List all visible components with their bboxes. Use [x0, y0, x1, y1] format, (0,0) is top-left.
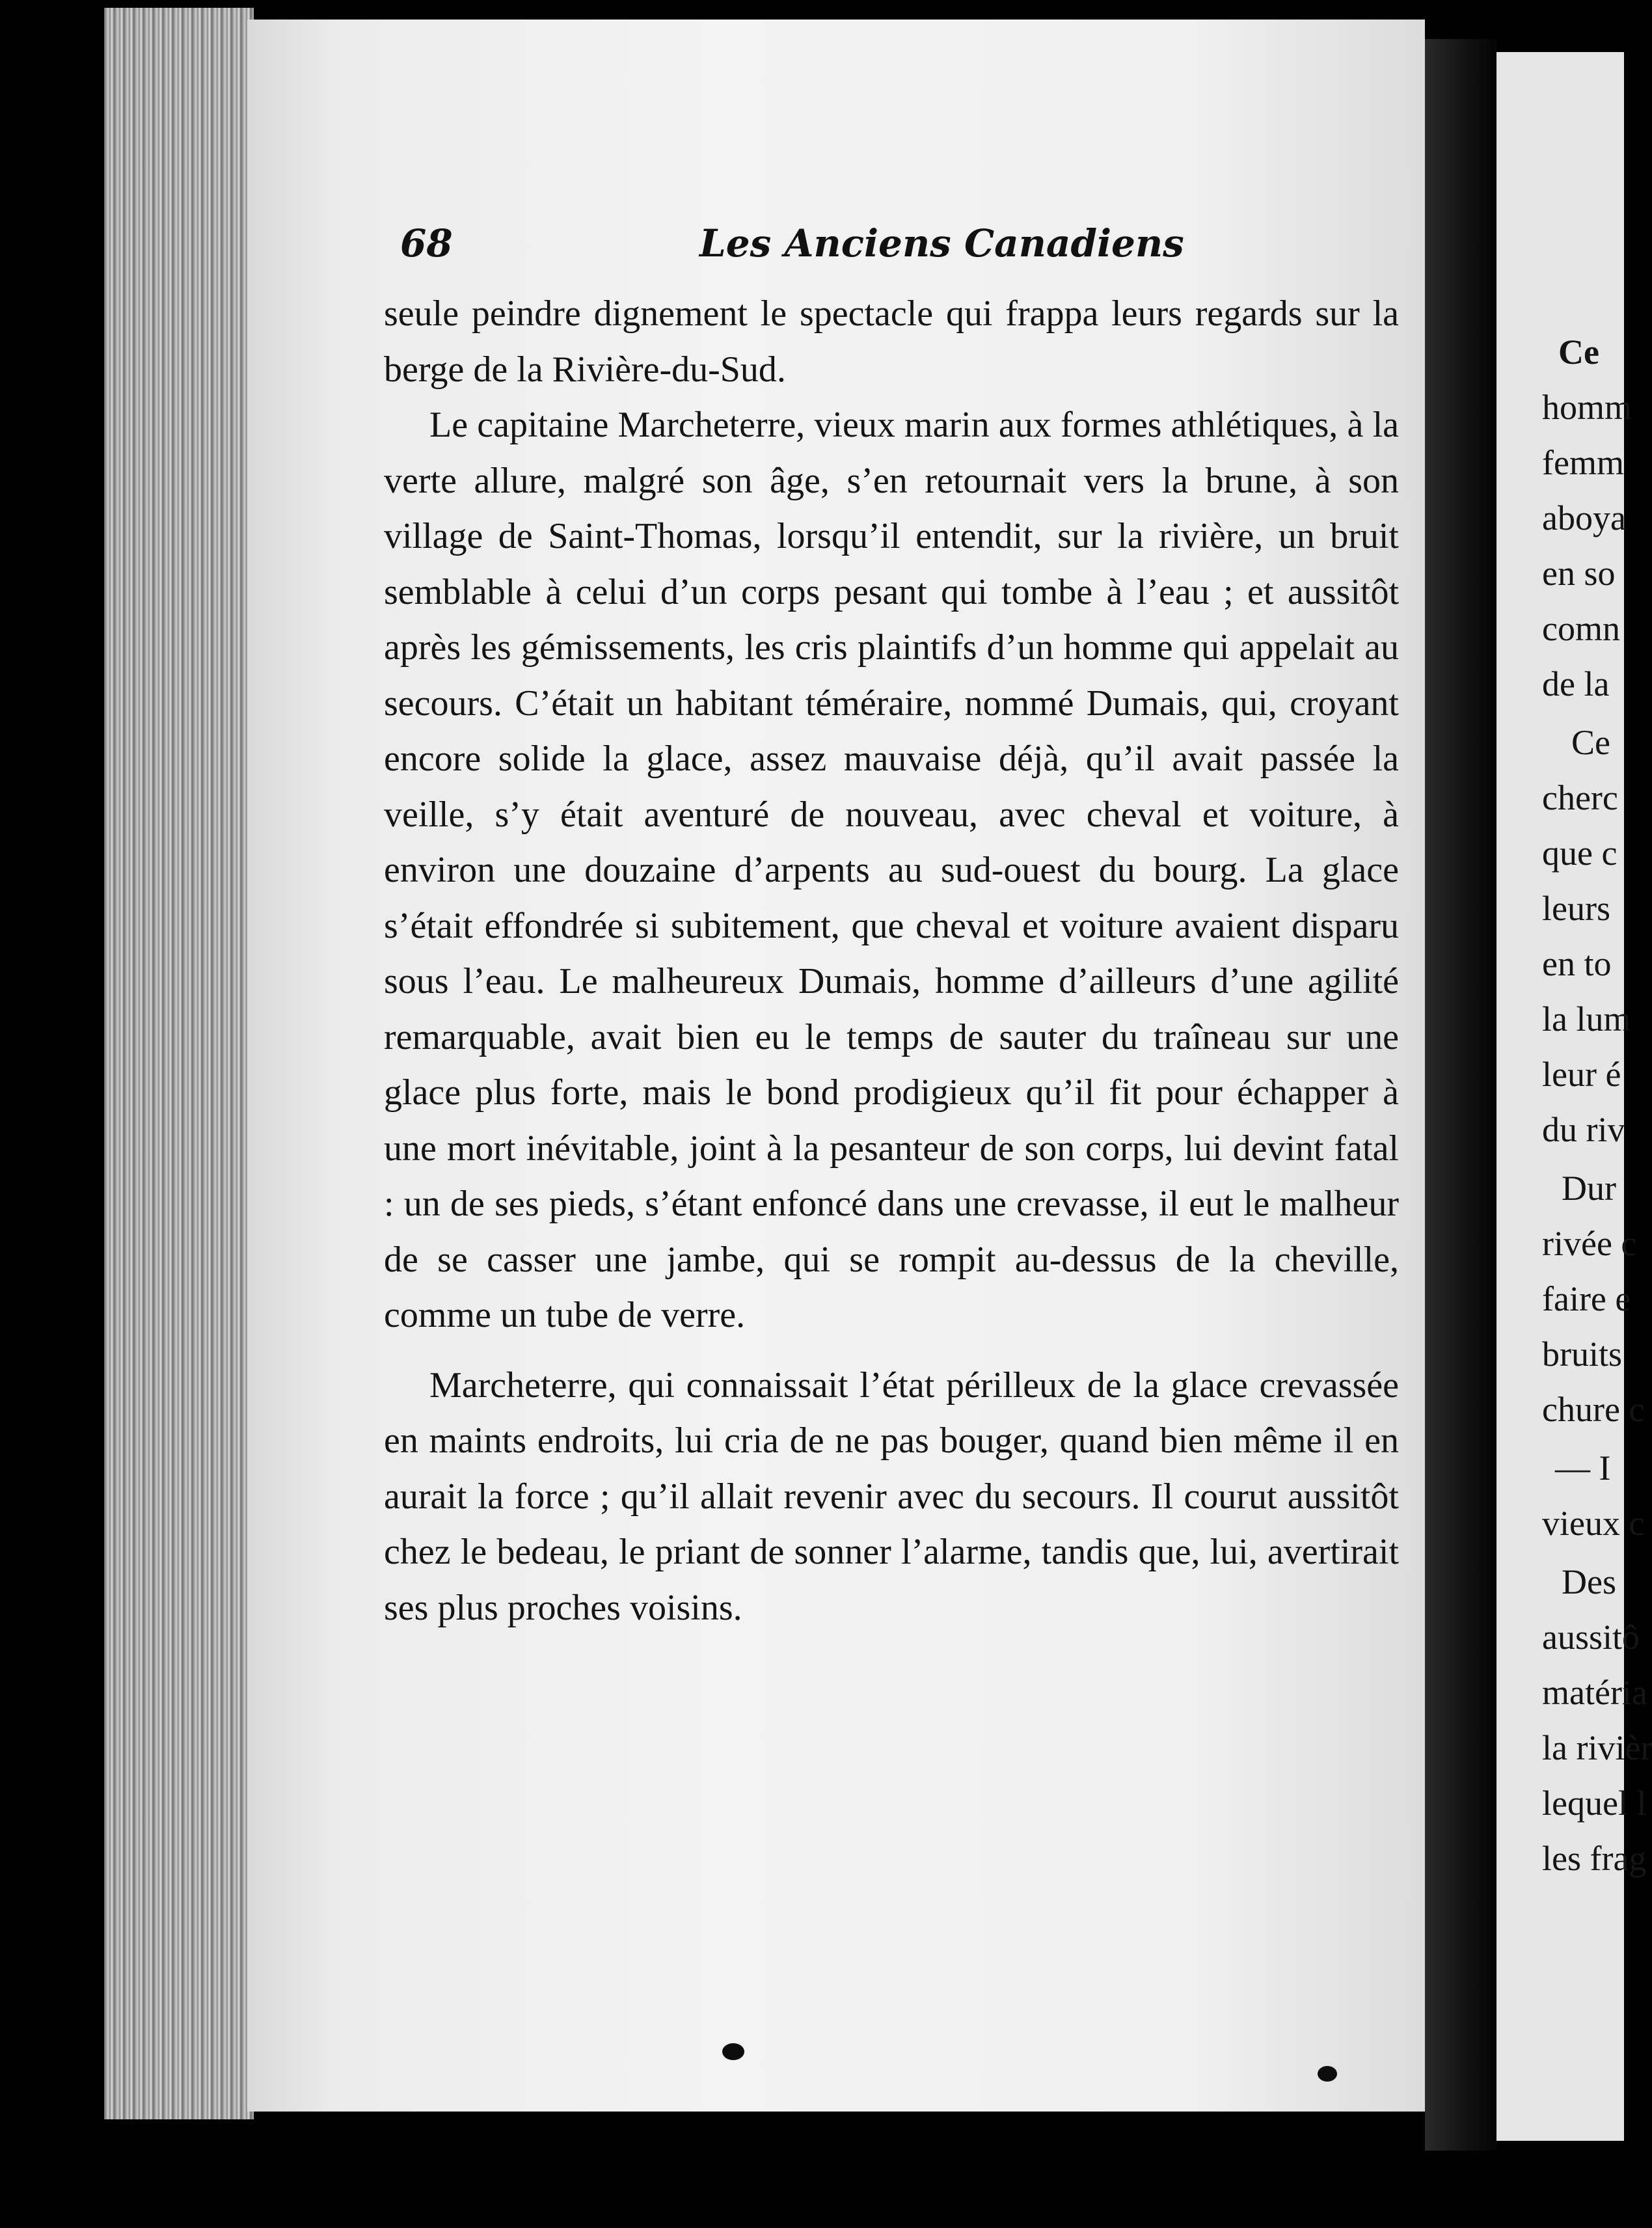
right-page-line: lequel l — [1542, 1784, 1647, 1823]
right-page-line: faire e — [1542, 1279, 1631, 1318]
right-page-line: cherc — [1542, 778, 1618, 817]
right-page-line: matéria — [1542, 1673, 1647, 1712]
right-page-line: en so — [1542, 554, 1616, 593]
right-page-line: en to — [1542, 944, 1612, 983]
right-page-line: aboya — [1542, 498, 1626, 537]
right-page-line: de la — [1542, 664, 1610, 703]
running-head — [400, 221, 1389, 273]
right-page-line: Dur — [1562, 1169, 1616, 1208]
right-page-line: du riv — [1542, 1110, 1625, 1149]
right-page-line: bruits — [1542, 1335, 1623, 1374]
right-page-line: chure c — [1542, 1390, 1645, 1429]
right-page-line: vieux c — [1542, 1504, 1645, 1543]
paragraph: Marcheterre, qui connaissait l’état périlleux de la glace crevassée en maints endroits, lui cria de ne pas bouger, quand bien même il en aurait la force ; qu’il allait revenir avec du secours. Il courut aussitôt chez le bedeau, le priant de sonner l’alarme, tandis que, lui, avertirait ses plus proches voisins. — [384, 1365, 1399, 1628]
print-speck — [1318, 2066, 1337, 2082]
right-page-line: les frag — [1542, 1839, 1647, 1878]
right-page-line: leur é — [1542, 1055, 1621, 1094]
right-page-line: Des — [1562, 1562, 1616, 1601]
right-page-line: leurs — [1542, 889, 1610, 928]
right-page-line: Ce — [1571, 723, 1610, 762]
paragraph: seule peindre dignement le spectacle qui frappa leurs regards sur la berge de la Rivière-du-Sud. — [384, 293, 1399, 390]
print-speck — [722, 2043, 744, 2060]
right-page-line: la lum — [1542, 999, 1631, 1039]
body-text — [384, 286, 1399, 1636]
running-title: Les Anciens Canadiens — [699, 221, 1184, 265]
right-page — [1496, 52, 1652, 2141]
right-page-line: rivée c — [1542, 1224, 1637, 1263]
right-page-line: — I — [1555, 1448, 1611, 1488]
right-page-line: que c — [1542, 834, 1618, 873]
right-page-line: homm — [1542, 388, 1632, 427]
page-edges — [104, 8, 254, 2119]
right-page-line: femm — [1542, 443, 1624, 482]
right-page-line: aussitô — [1542, 1618, 1640, 1657]
right-page-line: comn — [1542, 609, 1620, 648]
paragraph: Le capitaine Marcheterre, vieux marin aux formes athlétiques, à la verte allure, malgré son âge, s’en retournait vers la brune, à son village de Saint-Thomas, lorsqu’il entendit, sur la rivière, un bruit semblable à celui d’un corps pesant qui tombe à l’eau ; et aussitôt après les gémissements, les cris plaintifs d’un homme qui appelait au secours. C’était un habitant téméraire, nommé Dumais, qui, croyant encore solide la glace, assez mauvaise déjà, qu’il avait passée la veille, s’y était aventuré de nouveau, avec cheval et voiture, à environ une douzaine d’arpents au sud-ouest du bourg. La glace s’était effondrée si subitement, que cheval et voiture avaient disparu sous l’eau. Le malheureux Dumais, homme d’ailleurs d’une agilité remarquable, avait bien eu le temps de sauter du traîneau sur une glace plus forte, mais le bond prodigieux qu’il fit pour échapper à une mort inévitable, joint à la pesanteur de son corps, lui devint fatal : un de ses pieds, s’étant enfoncé dans une crevasse, il eut le malheur de se casser une jambe, qui se rompit au-dessus de la cheville, comme un tube de verre. — [384, 405, 1399, 1335]
book-gutter — [1425, 39, 1496, 2151]
right-page-line: la rivièr — [1542, 1728, 1652, 1767]
page-number: 68 — [400, 221, 453, 265]
right-page-line: Ce — [1558, 333, 1599, 372]
